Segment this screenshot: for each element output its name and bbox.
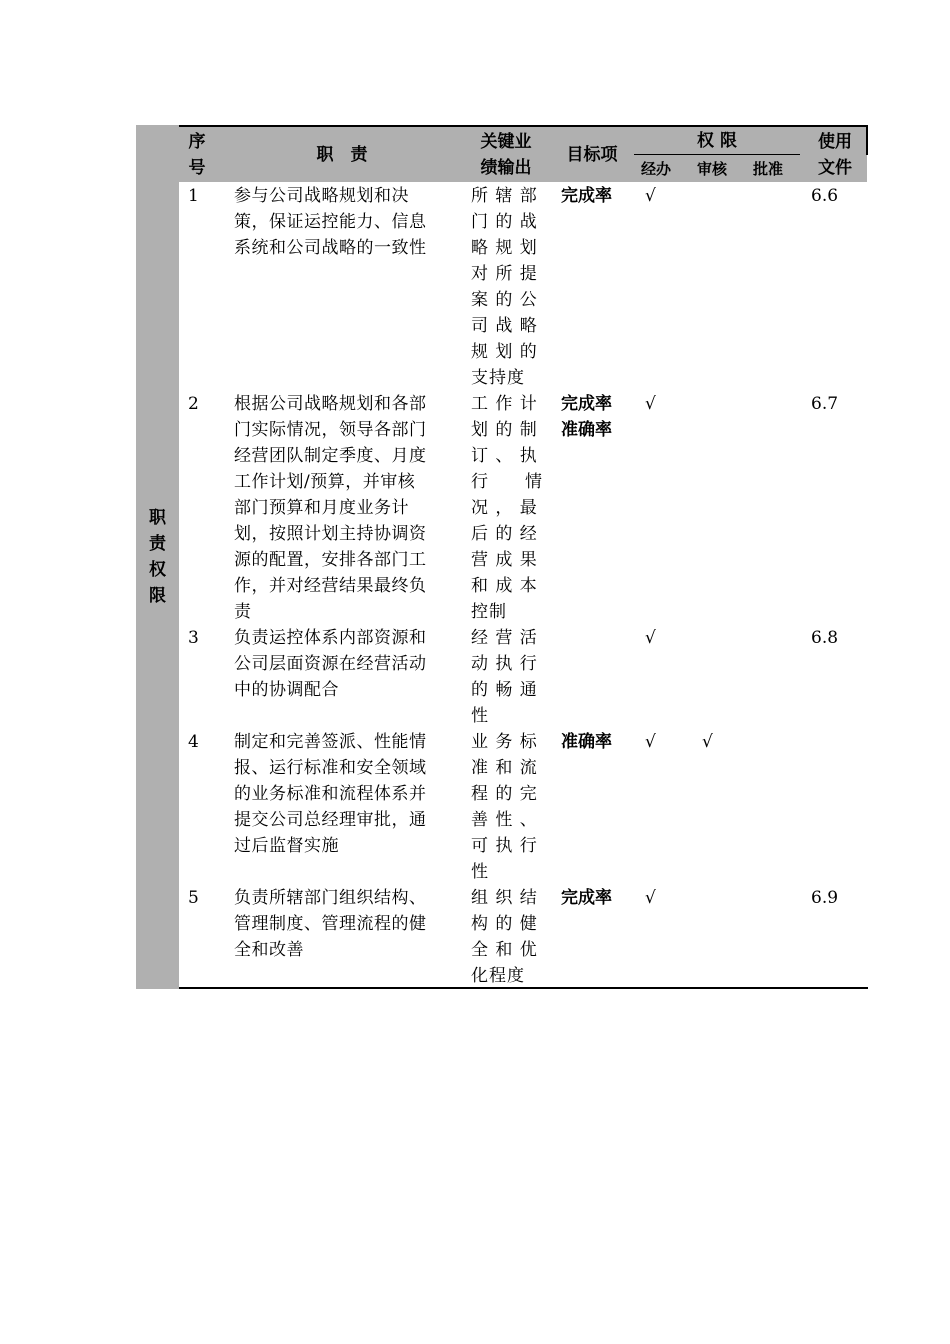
table-top-rule	[179, 125, 867, 127]
handle-check: √	[645, 628, 656, 648]
duty-text	[234, 391, 457, 625]
kpi-output-line: 略 规 划	[471, 238, 538, 258]
handle-check: √	[645, 888, 656, 908]
target-item	[561, 183, 631, 209]
duty-text-line: 负责运控体系内部资源和	[234, 628, 427, 648]
target-item-line: 完成率	[561, 186, 612, 206]
header-review: 审核	[696, 160, 727, 178]
row-number: 3	[188, 628, 199, 648]
kpi-output-line: 组 织 结	[471, 888, 538, 908]
kpi-output-line: 营 成 果	[471, 550, 538, 570]
header-target: 目标项	[566, 145, 618, 165]
kpi-output	[471, 391, 544, 625]
kpi-output-line: 化程度	[471, 966, 525, 986]
kpi-output-line: 对 所 提	[471, 264, 538, 284]
authority-divider	[634, 154, 800, 155]
duty-text-line: 责	[234, 602, 252, 622]
kpi-output-line: 全 和 优	[471, 940, 538, 960]
duty-text-line: 系统和公司战略的一致性	[234, 238, 427, 258]
duty-text-line: 管理制度、管理流程的健	[234, 914, 427, 934]
target-item-line: 完成率	[561, 394, 612, 414]
kpi-output-line: 可 执 行	[471, 836, 538, 856]
target-item	[561, 391, 631, 443]
duty-text-line: 的业务标准和流程体系并	[234, 784, 427, 804]
kpi-output-line: 性	[471, 862, 489, 882]
duty-text	[234, 729, 457, 859]
table-bottom-rule	[179, 987, 868, 989]
kpi-output-line: 规 划 的	[471, 342, 538, 362]
duty-text-line: 源的配置，安排各部门工	[234, 550, 427, 570]
header-handle: 经办	[640, 160, 671, 178]
duty-text-line: 公司层面资源在经营活动	[234, 654, 427, 674]
duty-text-line: 作，并对经营结果最终负	[234, 576, 427, 596]
target-item	[561, 885, 631, 911]
duty-text-line: 根据公司战略规划和各部	[234, 394, 427, 414]
review-check: √	[702, 732, 713, 752]
duty-text-line: 门实际情况，领导各部门	[234, 420, 427, 440]
row-number: 5	[188, 888, 199, 908]
duty-text-line: 提交公司总经理审批，通	[234, 810, 427, 830]
kpi-output-line: 支持度	[471, 368, 525, 388]
target-item-line: 完成率	[561, 888, 612, 908]
handle-check: √	[645, 186, 656, 206]
reference-doc: 6.8	[811, 628, 839, 648]
section-label: 职 责 权 限	[149, 508, 166, 606]
duty-text-line: 中的协调配合	[234, 680, 339, 700]
row-number: 4	[188, 732, 199, 752]
kpi-output-line: 性	[471, 706, 489, 726]
kpi-output-line: 善 性 、	[471, 810, 538, 830]
duty-text-line: 负责所辖部门组织结构、	[234, 888, 427, 908]
reference-doc: 6.6	[811, 186, 839, 206]
header-authority: 权 限	[697, 131, 737, 151]
header-no: 序 号	[188, 132, 206, 178]
header-kpi: 关键业 绩输出	[480, 132, 532, 178]
kpi-output-line: 后 的 经	[471, 524, 538, 544]
handle-check: √	[645, 394, 656, 414]
kpi-output-line: 控制	[471, 602, 507, 622]
kpi-output-line: 行 情	[471, 472, 543, 492]
kpi-output	[471, 625, 544, 729]
kpi-output-line: 业 务 标	[471, 732, 538, 752]
kpi-output-line: 划 的 制	[471, 420, 538, 440]
kpi-output-line: 所 辖 部	[471, 186, 538, 206]
section-sidebar	[136, 125, 179, 989]
table-right-rule	[866, 125, 868, 155]
header-doc: 使用 文件	[818, 132, 852, 178]
kpi-output-line: 况 ， 最	[471, 498, 538, 518]
kpi-output-line: 经 营 活	[471, 628, 538, 648]
duty-text-line: 参与公司战略规划和决	[234, 186, 409, 206]
kpi-output-line: 门 的 战	[471, 212, 538, 232]
target-item-line: 准确率	[561, 420, 612, 440]
kpi-output-line: 动 执 行	[471, 654, 538, 674]
kpi-output-line: 和 成 本	[471, 576, 538, 596]
duty-text	[234, 885, 457, 963]
duty-text-line: 经营团队制定季度、月度	[234, 446, 427, 466]
duty-text-line: 全和改善	[234, 940, 304, 960]
kpi-output	[471, 183, 544, 391]
kpi-output-line: 的 畅 通	[471, 680, 538, 700]
duty-text-line: 过后监督实施	[234, 836, 339, 856]
header-approve: 批准	[752, 160, 783, 178]
duty-text-line: 划，按照计划主持协调资	[234, 524, 427, 544]
kpi-output-line: 案 的 公	[471, 290, 538, 310]
reference-doc: 6.7	[811, 394, 839, 414]
kpi-output-line: 程 的 完	[471, 784, 538, 804]
header-duty: 职 责	[316, 145, 368, 165]
kpi-output	[471, 729, 544, 885]
reference-doc: 6.9	[811, 888, 839, 908]
handle-check: √	[645, 732, 656, 752]
duty-text-line: 制定和完善签派、性能情	[234, 732, 427, 752]
duty-text-line: 部门预算和月度业务计	[234, 498, 409, 518]
kpi-output-line: 工 作 计	[471, 394, 538, 414]
kpi-output-line: 司 战 略	[471, 316, 538, 336]
duty-text-line: 工作计划/预算，并审核	[234, 472, 416, 492]
kpi-output-line: 准 和 流	[471, 758, 538, 778]
kpi-output-line: 订 、 执	[471, 446, 538, 466]
row-number: 2	[188, 394, 199, 414]
kpi-output	[471, 885, 544, 989]
row-number: 1	[188, 186, 199, 206]
target-item	[561, 729, 631, 755]
duty-text-line: 报、运行标准和安全领域	[234, 758, 427, 778]
duty-text	[234, 183, 457, 261]
target-item-line: 准确率	[561, 732, 612, 752]
kpi-output-line: 构 的 健	[471, 914, 538, 934]
duty-text-line: 策，保证运控能力、信息	[234, 212, 427, 232]
duty-text	[234, 625, 457, 703]
